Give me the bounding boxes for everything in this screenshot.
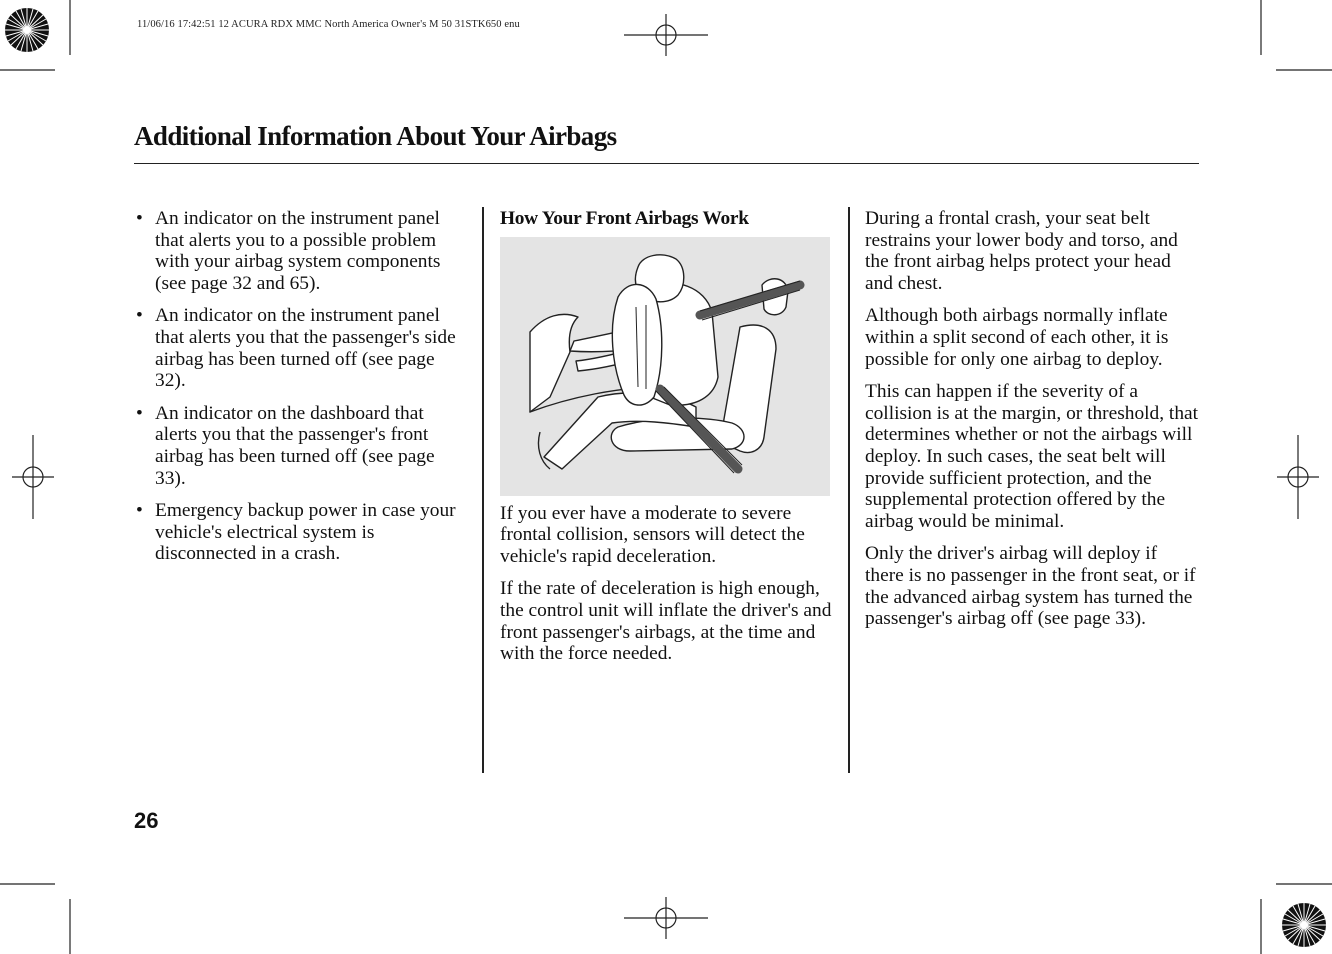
registration-target-top bbox=[624, 14, 708, 56]
list-item-text: An indicator on the instrument panel that alerts you to a possible problem with your airbag system components (see page 32 and 65). bbox=[155, 208, 441, 295]
list-item-text: An indicator on the dashboard that alerts you that the passenger's front airbag has been turned off (see page 33). bbox=[155, 402, 435, 489]
bullet-icon: • bbox=[136, 305, 143, 327]
list-item bbox=[134, 403, 470, 490]
column-left bbox=[134, 208, 470, 576]
print-info-line: 11/06/16 17:42:51 12 ACURA RDX MMC North America Owner's M 50 31STK650 enu bbox=[137, 19, 520, 30]
paragraph: This can happen if the severity of a collision is at the margin, or threshold, that determines whether or not the airbags will deploy. In such cases, the seat belt will provide sufficient protection, and the supplemental protection offered by the airbag would be minimal. bbox=[865, 380, 1199, 533]
column-middle bbox=[500, 208, 838, 676]
list-item bbox=[134, 208, 470, 295]
airbag-features-list bbox=[134, 208, 470, 565]
list-item bbox=[134, 500, 470, 565]
bullet-icon: • bbox=[136, 499, 143, 521]
driver-airbag-drawing bbox=[500, 237, 830, 496]
column-right bbox=[865, 208, 1199, 641]
section-heading: How Your Front Airbags Work bbox=[500, 208, 749, 229]
paragraph: Although both airbags normally inflate within a split second of each other, it is possible for only one airbag to deploy. bbox=[865, 305, 1169, 370]
registration-target-bottom bbox=[624, 897, 708, 939]
registration-target-right bbox=[1277, 435, 1319, 519]
list-item-text: An indicator on the instrument panel that alerts you that the passenger's side airbag has been turned off (see page 32). bbox=[155, 305, 456, 392]
starburst-mark-top-left bbox=[5, 8, 49, 52]
starburst-mark-bottom-right bbox=[1282, 903, 1326, 947]
page-title: Additional Information About Your Airbags bbox=[134, 121, 617, 151]
paragraph: If you ever have a moderate to severe frontal collision, sensors will detect the vehicle's rapid deceleration. bbox=[500, 502, 805, 568]
column-divider-right bbox=[848, 207, 850, 773]
paragraph: Only the driver's airbag will deploy if there is no passenger in the front seat, or if the advanced airbag system has turned the passenger's airbag off (see page 33). bbox=[865, 543, 1196, 630]
page-number: 26 bbox=[134, 808, 159, 833]
list-item bbox=[134, 305, 470, 392]
paragraph: If the rate of deceleration is high enough, the control unit will inflate the driver's and front passenger's airbags, at the time and with the force needed. bbox=[500, 578, 832, 665]
registration-target-left bbox=[12, 435, 54, 519]
column-divider-left bbox=[482, 207, 484, 773]
bullet-icon: • bbox=[136, 402, 143, 424]
list-item-text: Emergency backup power in case your vehicle's electrical system is disconnected in a crash. bbox=[155, 499, 456, 565]
paragraph: During a frontal crash, your seat belt restrains your lower body and torso, and the front airbag helps protect your head and chest. bbox=[865, 208, 1178, 295]
airbag-illustration bbox=[500, 237, 830, 496]
bullet-icon: • bbox=[136, 208, 143, 229]
title-rule bbox=[134, 163, 1199, 164]
